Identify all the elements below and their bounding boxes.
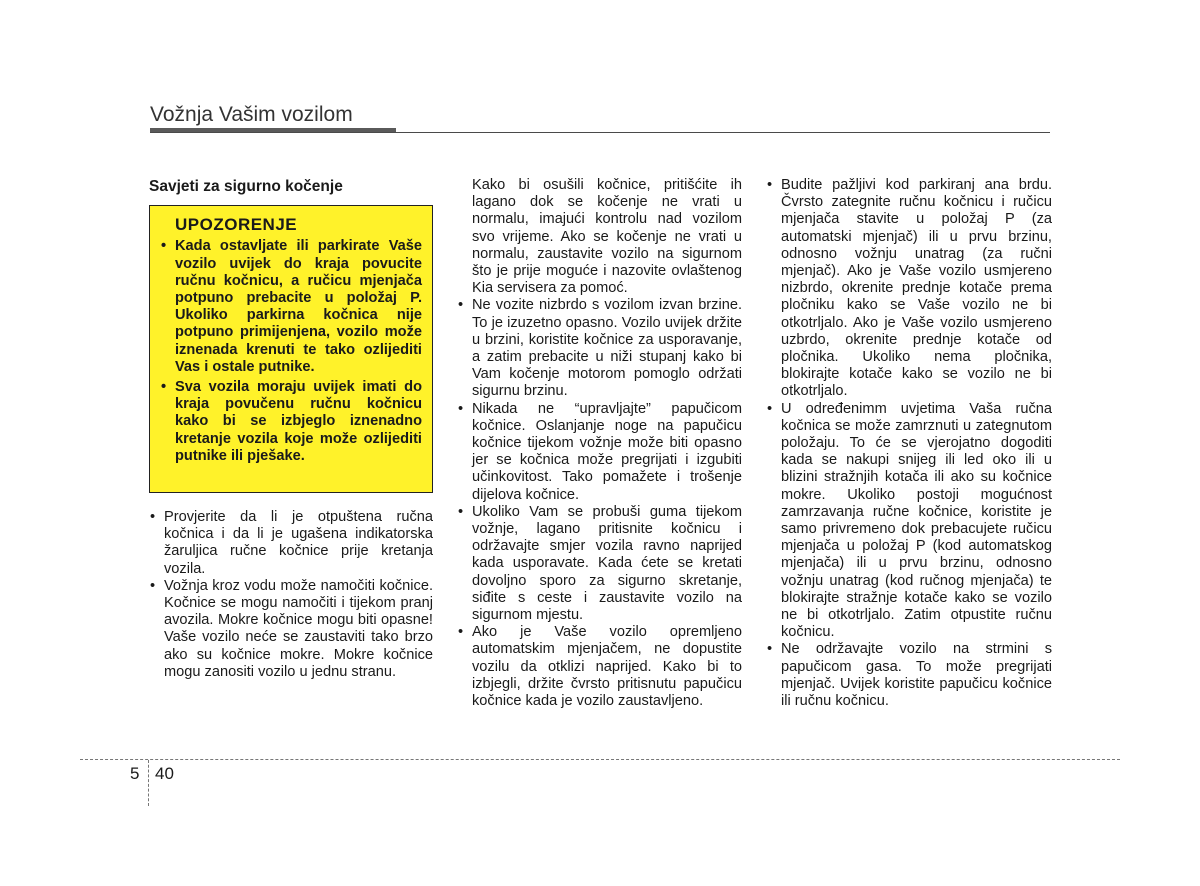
page-number: 40 (155, 764, 174, 783)
list-item: • Provjerite da li je otpuštena ručna kočnica i da li je ugašena indikatorska žaruljica ručne kočnice prije kretanja vozila. (149, 509, 433, 578)
column-1 (149, 178, 433, 681)
warning-box (149, 205, 433, 493)
list-item: • U određenimm uvjetima Vaša ručna kočnica se može zamrznuti u zategnutom položaju. To će se vjerojatno dogoditi kada se nakupi snijeg ili led oko ili u blizini stražnjih kotača ili ako su kočnice mokre. Ukoliko postoji mogućnost zamrzavanja ručne kočnice, koristite je samo privremeno dok prebacujete ručicu mjenjača u položaj P (kod automatskog mjenjača) ili u prvu brzinu, odnosno vožnju unatrag (kod ručnog mjenjača) te blokirajte stražnje kotače kako se vozilo ne bi otkotrljalo. Zatim otpustite ručnu kočnicu. (766, 401, 1052, 642)
footer-divider (148, 760, 149, 806)
list-item: • Budite pažljivi kod parkiranj ana brdu. Čvrsto zategnite ručnu kočnicu i ručicu mjenjača stavite u položaj P (za automatski mjenjač) ili u prvu brzinu, odnosno vožnju unatrag (za ručni mjenjač). Ako je Vaše vozilo usmjereno nizbrdo, okrenite prednje kotače prema pločniku kako se Vaše vozilo ne bi otkotrljalo. Ako je Vaše vozilo usmjereno uzbrdo, okrenite prednje kotače od pločnika. Ukoliko nema pločnika, blokirajte kotače kako se vozilo ne bi otkotrljalo. (766, 177, 1052, 401)
list-item: • Vožnja kroz vodu može namočiti kočnice. Kočnice se mogu namočiti i tijekom pranj avozila. Mokre kočnice mogu biti opasne! Vaše vozilo neće se zaustaviti tako brzo ako su kočnice mokre. Mokre kočnice mogu zanositi vozilo u jednu stranu. (149, 578, 433, 681)
chapter-number: 5 (130, 764, 140, 783)
warning-item: • Kada ostavljate ili parkirate Vaše vozilo uvijek do kraja povucite ručnu kočnicu, a ručicu mjenjača potpuno prebacite u položaj P. Ukoliko parkirna kočnica nije potpuno primijenjena, vozilo može iznenada krenuti te tako ozlijediti Vas i ostale putnike. (160, 238, 422, 376)
column-2 (457, 177, 742, 710)
header-rule (150, 132, 1050, 133)
list-item: • Ne održavajte vozilo na strmini s papučicom gasa. To može pregrijati mjenjač. Uvijek koristite papučicu kočnice ili ručnu kočnicu. (766, 641, 1052, 710)
list-item: • Ako je Vaše vozilo opremljeno automatskim mjenjačem, ne dopustite vozilu da otklizi naprijed. Kako bi to izbjegli, držite čvrsto pritisnutu papučicu kočnice kada je vozilo zaustavljeno. (457, 624, 742, 710)
list-item: • Nikada ne “upravljajte” papučicom kočnice. Oslanjanje noge na papučicu kočnice tijekom vožnje može biti opasno jer se kočnica može pregrijati i izgubiti učinkovitost. Tako pomažete i trošenje dijelova kočnice. (457, 401, 742, 504)
warning-title: UPOZORENJE (175, 215, 298, 235)
warning-item: • Sva vozila moraju uvijek imati do kraja povučenu ručnu kočnicu kako bi se izbjeglo iznenadno kretanje vozila koje može ozlijediti putnike ili pješake. (160, 379, 422, 465)
list-item: • Ne vozite nizbrdo s vozilom izvan brzine. To je izuzetno opasno. Vozilo uvijek držite u brzini, koristite kočnice za usporavanje, a zatim prebacite u niži stupanj kako bi Vam kočenje motorom pomoglo održati sigurnu brzinu. (457, 297, 742, 400)
page-title: Vožnja Vašim vozilom (150, 103, 353, 126)
section-heading: Savjeti za sigurno kočenje (149, 178, 343, 195)
col3-list (766, 177, 1052, 710)
col1-list (149, 509, 433, 681)
paragraph: Kako bi osušili kočnice, pritišćite ih lagano dok se kočenje ne vrati u normalu, imajući kontrolu nad vozilom svo vrijeme. Ako se kočenje ne vrati u normalu, zaustavite vozilo na sigurnom što je prije moguće i nazovite ovlaštenog Kia servisera za pomoć. (472, 177, 742, 297)
column-3 (766, 177, 1052, 710)
col2-list (457, 297, 742, 710)
list-item: • Ukoliko Vam se probuši guma tijekom vožnje, lagano pritisnite kočnicu i održavajte smjer vozila ravno naprijed kada usporavate. Kada ćete se kretati dovoljno sporo za sigurno skretanje, siđite s ceste i zaustavite vozilo na sigurnom mjestu. (457, 504, 742, 624)
footer-rule (80, 759, 1120, 760)
warning-list (160, 238, 422, 465)
